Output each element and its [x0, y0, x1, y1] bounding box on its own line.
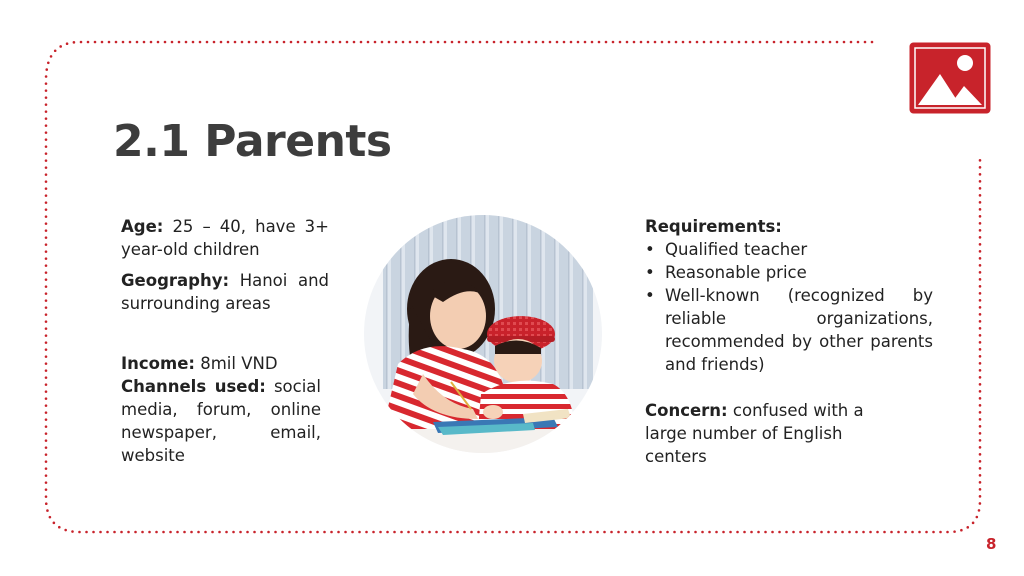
- bullet-icon: •: [645, 240, 655, 259]
- income-info: [121, 352, 329, 375]
- channels-info: [121, 375, 321, 467]
- geography-label: Geography:: [121, 271, 230, 290]
- age-value: 25 – 40, have 3+ year-old children: [121, 217, 329, 259]
- income-label: Income:: [121, 354, 195, 373]
- age-label: Age:: [121, 217, 164, 236]
- list-item: [645, 284, 933, 376]
- bullet-icon: •: [645, 263, 655, 282]
- age-info: [121, 215, 329, 261]
- geography-value: Hanoi and surrounding areas: [121, 271, 329, 313]
- concern-section: [645, 399, 890, 468]
- image-placeholder-icon: [909, 42, 991, 114]
- requirement-text: Reasonable price: [665, 263, 807, 282]
- channels-label: Channels used:: [121, 377, 266, 396]
- channels-value: social media, forum, online newspaper, email, website: [121, 377, 321, 465]
- requirements-list: [645, 238, 933, 376]
- list-item: [645, 261, 933, 284]
- concern-label: Concern:: [645, 401, 728, 420]
- requirements-label: Requirements:: [645, 217, 782, 236]
- page-number: 8: [986, 535, 997, 553]
- requirements-section: [645, 215, 933, 376]
- income-value: 8mil VND: [194, 354, 278, 373]
- requirement-text: Well-known (recognized by reliable organizations, recommended by other parents and friends): [665, 286, 933, 374]
- bullet-icon: •: [645, 286, 655, 305]
- list-item: [645, 238, 933, 261]
- page-title: 2.1 Parents: [113, 116, 392, 167]
- geography-info: [121, 269, 329, 315]
- concern-value: confused with a large number of English centers: [645, 401, 864, 466]
- mother-child-photo: [363, 214, 603, 454]
- requirement-text: Qualified teacher: [665, 240, 808, 259]
